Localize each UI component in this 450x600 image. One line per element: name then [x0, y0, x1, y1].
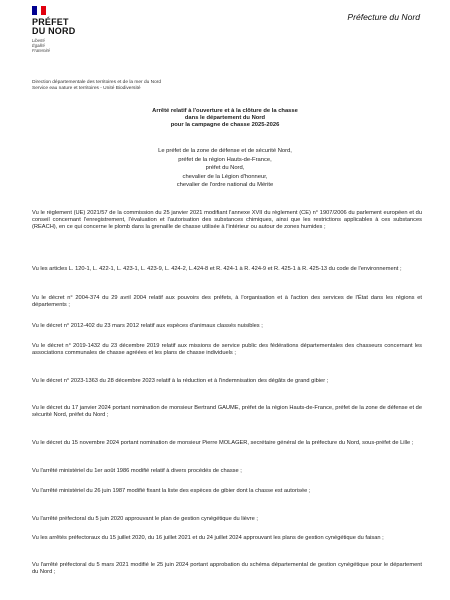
- logo-line-2: DU NORD: [32, 26, 76, 36]
- visa-paragraph: Vu l'arrêté ministériel du 1er août 1986 modifié relatif à divers procédés de chasse ;: [32, 468, 242, 474]
- title-line-1: Arrêté relatif à l'ouverture et à la clôture de la chasse: [152, 108, 298, 114]
- visa-paragraph: Vu les arrêtés préfectoraux du 15 juillet 2020, du 16 juillet 2021 et du 24 juillet 2024 approuvant les plans de gestion cynégétique du faisan ;: [32, 535, 384, 541]
- decree-title: [90, 108, 360, 130]
- issuing-service: [32, 80, 161, 92]
- marianne-flag-icon: [32, 6, 46, 15]
- flag-red: [41, 6, 46, 15]
- visa-paragraph: Vu l'arrêté ministériel du 26 juin 1987 modifié fixant la liste des espèces de gibier dont la chasse est autorisée ;: [32, 488, 311, 494]
- visa-paragraph: Vu le règlement (UE) 2021/57 de la commission du 25 janvier 2021 modifiant l'annexe XVII du règlement (CE) n° 1907/2006 du parlement européen et du conseil concernant l'enregistrement, l'évaluation et l'autorisation des substances chimiques, ainsi que les restrictions applicables à ces substances (REACH), en ce qui concerne le plomb dans la grenaille de chasse utilisée à l'intérieur ou autour de zones humides ;: [32, 210, 422, 231]
- visa-paragraph: Vu l'arrêté préfectoral du 5 juin 2020 approuvant le plan de gestion cynégétique du lièvre ;: [32, 516, 258, 522]
- visa-paragraph: Vu les articles L. 120-1, L. 422-1, L. 423-1, L. 423-9, L. 424-2, L.424-8 et R. 424-1 à R. 424-9 et R. 425-1 à R. 425-13 du code de l'environnement ;: [32, 266, 402, 272]
- visa-paragraph: Vu le décret n° 2019-1432 du 23 décembre 2019 relatif aux missions de service public des fédérations départementales des chasseurs concernant les associations communales de chasse agréées et les plans de chasse individuels ;: [32, 343, 422, 357]
- author-line-5: chevalier de l'ordre national du Mérite: [176, 182, 274, 189]
- visa-paragraph: Vu le décret n° 2023-1363 du 28 décembre 2023 relatif à la réduction et à l'indemnisation des dégâts de grand gibier ;: [32, 378, 329, 384]
- motto-fraternite: Fraternité: [32, 48, 50, 53]
- author-line-4: chevalier de la Légion d'honneur,: [182, 173, 268, 180]
- prefecture-label: Préfecture du Nord: [347, 12, 420, 22]
- title-line-2: dans le département du Nord: [184, 115, 266, 122]
- title-line-3: pour la campagne de chasse 2025-2026: [170, 122, 280, 129]
- author-line-2: préfet de la région Hauts-de-France,: [178, 156, 272, 163]
- motto-egalite: Égalité: [32, 43, 45, 48]
- decree-author: [100, 147, 350, 190]
- visa-paragraph: Vu le décret du 17 janvier 2024 portant nomination de monsieur Bertrand GAUME, préfet de la région Hauts-de-France, préfet de la zone de défense et de sécurité Nord, préfet du Nord ;: [32, 405, 422, 419]
- visa-paragraph: Vu le décret n° 2004-374 du 29 avril 2004 relatif aux pouvoirs des préfets, à l'organisation et à l'action des services de l'État dans les régions et départements ;: [32, 295, 422, 309]
- direction-line: Direction départementale des territoires et de la mer du Nord: [32, 80, 162, 85]
- visa-paragraph: Vu le décret n° 2012-402 du 23 mars 2012 relatif aux espèces d'animaux classés nuisibles ;: [32, 323, 263, 329]
- author-line-3: préfet du Nord,: [205, 165, 245, 172]
- prefet-logo: [32, 6, 102, 53]
- visa-paragraph: Vu l'arrêté préfectoral du 5 mars 2021 modifié le 25 juin 2024 portant approbation du schéma départemental de gestion cynégétique pour le département du Nord ;: [32, 562, 422, 576]
- author-line-1: Le préfet de la zone de défense et de sécurité Nord,: [158, 148, 292, 154]
- visa-paragraph: Vu le décret du 15 novembre 2024 portant nomination de monsieur Pierre MOLAGER, secrétaire général de la préfecture du Nord, sous-préfet de Lille ;: [32, 440, 414, 446]
- republic-motto: [32, 38, 102, 53]
- service-line: Service eau nature et territoires - Unité Biodiversité: [32, 86, 141, 92]
- motto-liberte: Liberté: [32, 38, 45, 43]
- logo-line-1: PRÉFET: [32, 17, 69, 27]
